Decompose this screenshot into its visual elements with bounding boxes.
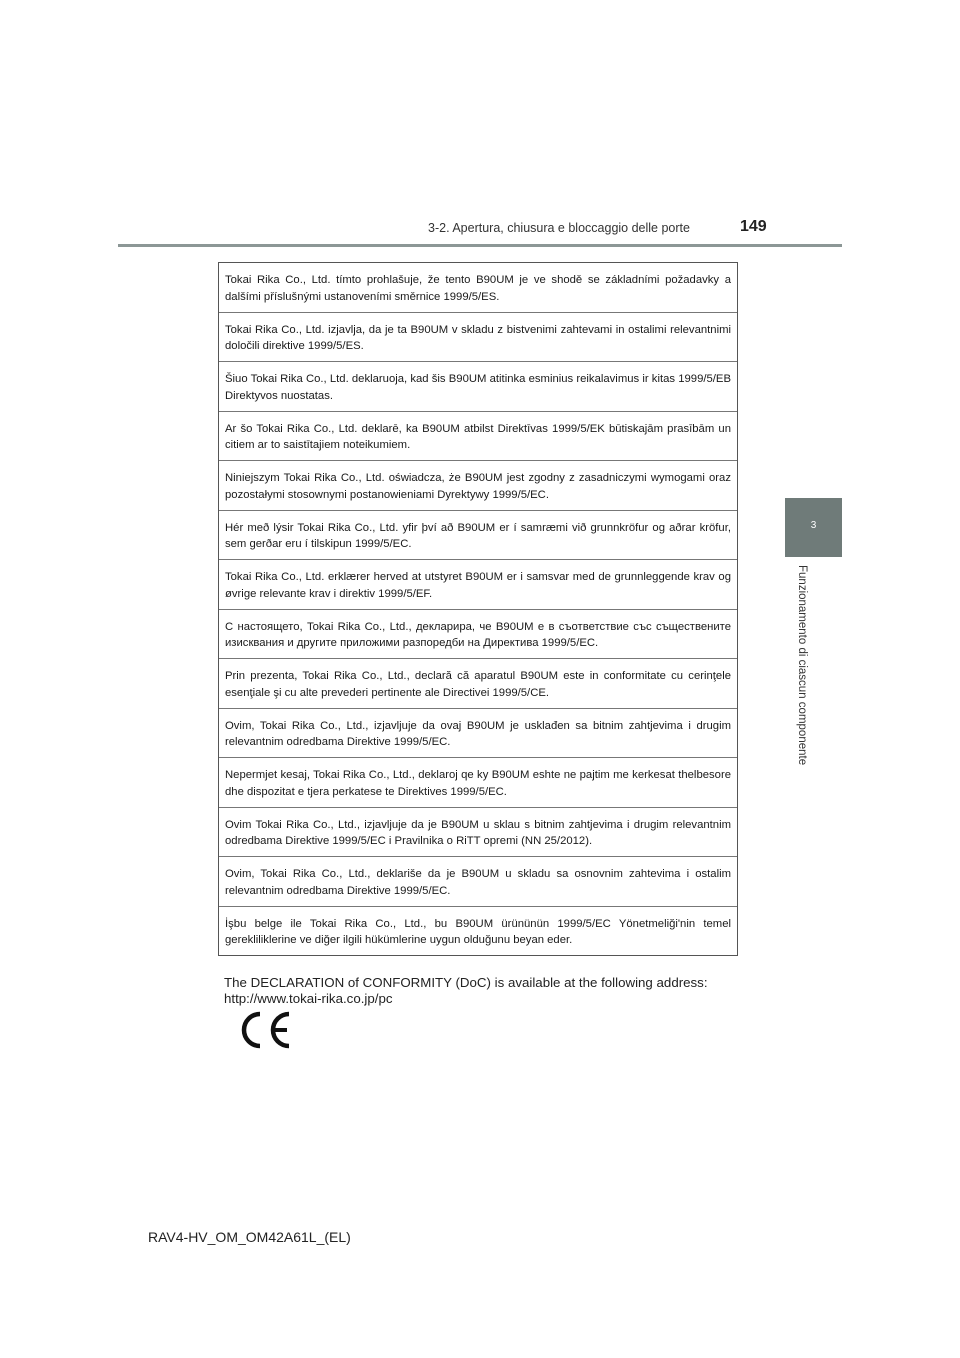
ce-mark-icon (238, 1010, 294, 1050)
document-code: RAV4-HV_OM_OM42A61L_(EL) (148, 1229, 351, 1245)
declaration-row-bulgarian: С настоящето, Tokai Rika Co., Ltd., декларира, че B90UM е в съответствие със съществените изисквания и другите приложими разпоредби на Директива 1999/5/ЕС. (219, 610, 737, 660)
declaration-row-romanian: Prin prezenta, Tokai Rika Co., Ltd., declară că aparatul B90UM este in conformitate cu cerinţele esenţiale şi cu alte prevederi pertinente ale Directivei 1999/5/CE. (219, 659, 737, 709)
declaration-row-turkish: İşbu belge ile Tokai Rika Co., Ltd., bu B90UM ürününün 1999/5/EC Yönetmeliği'nin temel gerekliliklerine ve diğer ilgili hükümlerine uygun olduğunu beyan eder. (225, 917, 731, 946)
declaration-row-lithuanian: Šiuo Tokai Rika Co., Ltd. deklaruoja, kad šis B90UM atitinka esminius reikalavimus ir kitas 1999/5/EB Direktyvos nuostatas. (219, 362, 737, 412)
declaration-row-icelandic: Hér með lýsir Tokai Rika Co., Ltd. yfir því að B90UM er í samræmi við grunnkröfur og aðrar kröfur, sem gerðar eru í tilskipun 1999/5/EC. (219, 511, 737, 561)
chapter-number: 3 (810, 520, 817, 531)
declaration-row-norwegian: Tokai Rika Co., Ltd. erklærer herved at utstyret B90UM er i samsvar med de grunnleggende krav og øvrige relevante krav i direktiv 1999/5/EF. (219, 560, 737, 610)
declaration-row-serbian: Ovim, Tokai Rika Co., Ltd., deklariše da je B90UM u skladu sa osnovnim zahtevima i ostalim relevantnim odredbama Direktive 1999/5/EC. (219, 857, 737, 907)
declaration-row-slovenian: Tokai Rika Co., Ltd. izjavlja, da je ta B90UM v skladu z bistvenimi zahtevami in ostalimi relevantnimi določili direktive 1999/5/ES. (219, 313, 737, 363)
section-title: 3-2. Apertura, chiusura e bloccaggio delle porte (428, 221, 690, 235)
doc-note-text: The DECLARATION of CONFORMITY (DoC) is available at the following address: (224, 975, 708, 990)
declaration-row-czech: Tokai Rika Co., Ltd. tímto prohlašuje, že tento B90UM je ve shodě se základními požadavky a dalšími příslušnými ustanoveními směrnice 1999/5/ES. (219, 263, 737, 313)
chapter-title: Funzionamento di ciascun componente (796, 565, 808, 766)
declaration-row-croatian: Ovim Tokai Rika Co., Ltd., izjavljuje da je B90UM u sklau s bitnim zahtjevima i drugim relevantnim odredbama Direktive 1999/5/EC i Pravilnika o RiTT opremi (NN 25/2012). (219, 808, 737, 858)
declaration-table (218, 262, 738, 956)
declaration-row-albanian: Nepermjet kesaj, Tokai Rika Co., Ltd., deklaroj qe ky B90UM eshte ne pajtim me kerkesat thelbesore dhe dispozitat e tjera perkatese te Direktives 1999/5/EC. (219, 758, 737, 808)
chapter-tab (785, 498, 842, 557)
doc-url-link[interactable]: http://www.tokai-rika.co.jp/pc (224, 991, 393, 1006)
declaration-row-polish: Niniejszym Tokai Rika Co., Ltd. oświadcza, że B90UM jest zgodny z zasadniczymi wymogami oraz pozostałymi stosownymi postanowieniami Dyrektywy 1999/5/EC. (219, 461, 737, 511)
doc-availability-note (224, 975, 744, 1007)
declaration-row-bosnian: Ovim, Tokai Rika Co., Ltd., izjavljuje da ovaj B90UM je usklađen sa bitnim zahtjevima i drugim relevantnim odredbama Direktive 1999/5/EC. (219, 709, 737, 759)
declaration-row-latvian: Ar šo Tokai Rika Co., Ltd. deklarē, ka B90UM atbilst Direktīvas 1999/5/EK būtiskajām prasībām un citiem ar to saistītajiem noteikumiem. (219, 412, 737, 462)
header-divider (118, 244, 842, 247)
page-number: 149 (740, 218, 767, 235)
